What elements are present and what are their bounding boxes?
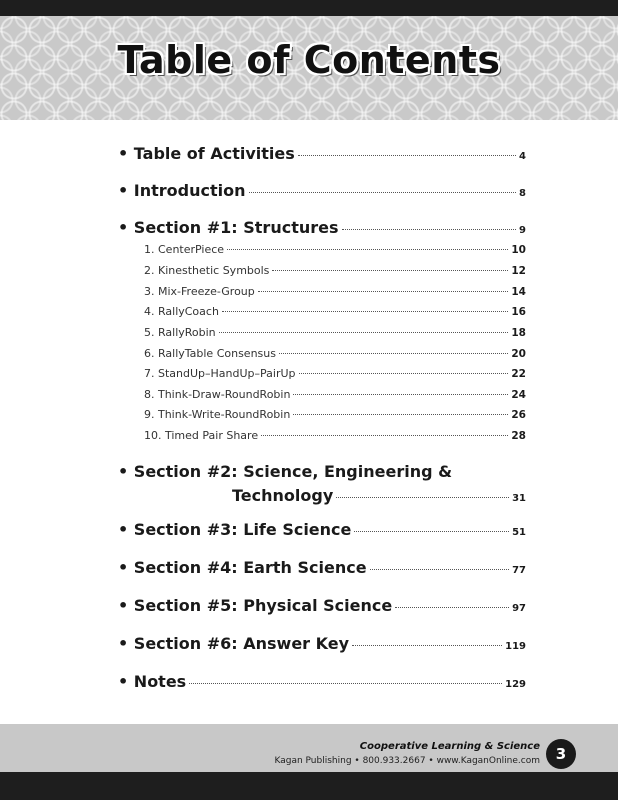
footer-book-title: Cooperative Learning & Science xyxy=(359,741,540,752)
toc-page-number: 22 xyxy=(511,368,526,380)
toc-sublabel: 3. Mix-Freeze-Group xyxy=(144,285,255,298)
toc-sublabel: 4. RallyCoach xyxy=(144,305,219,318)
toc-sublabel: 10. Timed Pair Share xyxy=(144,429,259,442)
toc-sublabel: 2. Kinesthetic Symbols xyxy=(144,264,270,277)
toc-subentry[interactable] xyxy=(144,429,526,442)
toc-page-number: 16 xyxy=(511,306,526,318)
toc-label: Technology xyxy=(232,486,334,505)
toc-page-number: 97 xyxy=(512,603,526,614)
dot-leader xyxy=(189,683,502,684)
toc-page-number: 26 xyxy=(511,409,526,421)
toc-label: • Section #5: Physical Science xyxy=(118,596,393,615)
bottom-bar xyxy=(0,772,618,800)
toc-subentry[interactable] xyxy=(144,305,526,318)
toc-entry-introduction[interactable] xyxy=(118,181,526,200)
toc-page-number: 51 xyxy=(512,527,526,538)
toc-entry-section-2-continued[interactable] xyxy=(232,486,526,505)
dot-leader xyxy=(227,249,508,250)
toc-entry-table-of-activities[interactable] xyxy=(118,144,526,163)
dot-leader xyxy=(298,155,516,156)
toc-sublabel: 5. RallyRobin xyxy=(144,326,216,339)
toc-entry-section-2[interactable] xyxy=(118,462,526,481)
toc-page-number: 31 xyxy=(512,493,526,504)
toc-page-number: 24 xyxy=(511,389,526,401)
toc-entry-section-1[interactable] xyxy=(118,218,526,237)
toc-subentry[interactable] xyxy=(144,285,526,298)
toc-label: • Section #4: Earth Science xyxy=(118,558,367,577)
toc-subentry[interactable] xyxy=(144,326,526,339)
dot-leader xyxy=(354,531,509,532)
toc-entry-section-3[interactable] xyxy=(118,520,526,539)
toc-sublabel: 1. CenterPiece xyxy=(144,243,225,256)
dot-leader xyxy=(249,192,517,193)
footer-publisher-info: Kagan Publishing • 800.933.2667 • www.KaganOnline.com xyxy=(274,756,540,766)
toc-sublabel: 6. RallyTable Consensus xyxy=(144,347,276,360)
toc-sublabel: 8. Think-Draw-RoundRobin xyxy=(144,388,291,401)
toc-entry-notes[interactable] xyxy=(118,672,526,691)
header-banner xyxy=(0,16,618,120)
dot-leader xyxy=(395,607,509,608)
toc-entry-section-6[interactable] xyxy=(118,634,526,653)
dot-leader xyxy=(258,291,509,292)
toc-entry-section-5[interactable] xyxy=(118,596,526,615)
toc-sublabel: 7. StandUp–HandUp–PairUp xyxy=(144,367,296,380)
toc-subentry[interactable] xyxy=(144,367,526,380)
toc-subentry[interactable] xyxy=(144,408,526,421)
dot-leader xyxy=(279,353,508,354)
dot-leader xyxy=(222,311,508,312)
toc-label: • Section #2: Science, Engineering & xyxy=(118,462,453,481)
dot-leader xyxy=(272,270,508,271)
toc-label: • Notes xyxy=(118,672,187,691)
toc-subentry[interactable] xyxy=(144,243,526,256)
toc-page-number: 8 xyxy=(519,188,526,199)
toc-sublabel: 9. Think-Write-RoundRobin xyxy=(144,408,291,421)
dot-leader xyxy=(293,414,508,415)
toc-label: • Table of Activities xyxy=(118,144,295,163)
dot-leader xyxy=(336,497,509,498)
toc-page-number: 119 xyxy=(505,641,526,652)
dot-leader xyxy=(370,569,510,570)
top-bar xyxy=(0,0,618,16)
toc-page-number: 9 xyxy=(519,225,526,236)
toc-page-number: 77 xyxy=(512,565,526,576)
page-title: Table of Contents xyxy=(117,38,501,82)
toc-subentry[interactable] xyxy=(144,347,526,360)
dot-leader xyxy=(299,373,509,374)
toc-label: • Section #1: Structures xyxy=(118,218,339,237)
toc-page-number: 129 xyxy=(505,679,526,690)
toc-subentry[interactable] xyxy=(144,388,526,401)
toc-page-number: 20 xyxy=(511,348,526,360)
dot-leader xyxy=(293,394,508,395)
toc-label: • Section #3: Life Science xyxy=(118,520,352,539)
toc-page-number: 18 xyxy=(511,327,526,339)
dot-leader xyxy=(219,332,509,333)
toc-page-number: 12 xyxy=(511,265,526,277)
dot-leader xyxy=(261,435,508,436)
toc-page-number: 4 xyxy=(519,151,526,162)
dot-leader xyxy=(342,229,517,230)
toc-label: • Section #6: Answer Key xyxy=(118,634,350,653)
toc-entry-section-4[interactable] xyxy=(118,558,526,577)
toc-label: • Introduction xyxy=(118,181,246,200)
toc-page-number: 10 xyxy=(511,244,526,256)
toc-page-number: 28 xyxy=(511,430,526,442)
page-number-badge: 3 xyxy=(546,739,576,769)
toc-page-number: 14 xyxy=(511,286,526,298)
dot-leader xyxy=(352,645,502,646)
toc-subentry[interactable] xyxy=(144,264,526,277)
